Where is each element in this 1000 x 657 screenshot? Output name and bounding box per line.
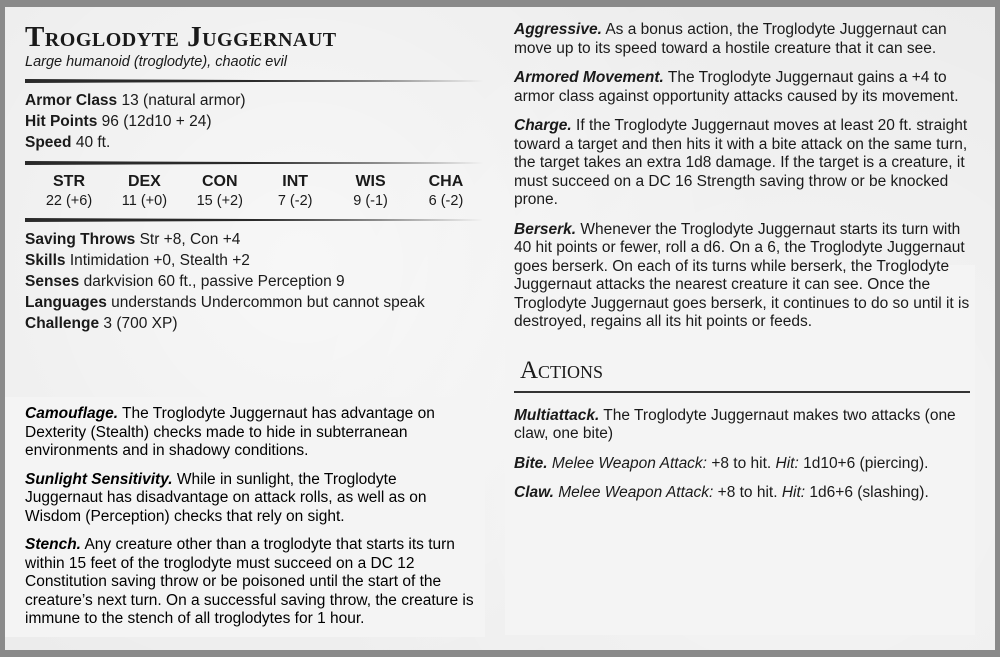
armor-class (25, 90, 490, 111)
detail-label: Skills (25, 252, 66, 269)
detail-label: Languages (25, 294, 107, 311)
divider (25, 79, 483, 83)
divider (25, 161, 483, 165)
action-name: Claw. (514, 484, 554, 501)
action-text: The Troglodyte Juggernaut makes two attacks (one claw, one bite) (514, 406, 956, 442)
monster-name: Troglodyte Juggernaut (25, 21, 337, 53)
trait-text: While in sunlight, the Troglodyte Juggernaut has disadvantage on attack rolls, as well as on Wisdom (Perception) checks that rely on sight. (25, 470, 427, 525)
armor-class-value: 13 (natural armor) (121, 92, 246, 109)
detail-label: Senses (25, 273, 80, 290)
actions-heading: Actions (520, 356, 604, 384)
ability-int (259, 172, 331, 210)
ability-name: DEX (127, 173, 161, 190)
ability-score: 6 (-2) (428, 193, 464, 209)
trait-name: Armored Movement. (514, 69, 664, 86)
ability-scores (25, 172, 490, 210)
trait-sunlight-sensitivity (25, 471, 475, 527)
action-multiattack (514, 407, 970, 444)
trait-text: Any creature other than a troglodyte that starts its turn within 15 feet of the troglodyte must succeed on a DC 12 Constitution saving throw or be poisoned until the start of the creature’s next turn. On a successful saving throw, the creature is immune to the stench of all troglodytes for 1 hour. (25, 536, 474, 627)
trait-camouflage (25, 405, 475, 461)
trait-text: Whenever the Troglodyte Juggernaut starts its turn with 40 hit points or fewer, roll a d6. On a 6, the Troglodyte Juggernaut goes berserk. On each of its turns while berserk, the Troglodyte Juggernaut attacks the nearest creature it can see. Once the Troglodyte Juggernaut goes berserk, it continues to do so until it is destroyed, regains all its hit points or feeds. (514, 220, 970, 330)
ability-score: 22 (+6) (45, 193, 93, 209)
languages (25, 292, 490, 313)
detail-label: Challenge (25, 315, 100, 332)
hit-points-label: Hit Points (25, 113, 98, 130)
trait-text: If the Troglodyte Juggernaut moves at least 20 ft. straight toward a target and then hits it with a bite attack on the same turn, the target takes an extra 1d8 damage. If the target is a creature, it must succeed on a DC 16 Strength saving throw or be knocked prone. (514, 117, 968, 208)
ability-str (33, 172, 105, 210)
trait-armored-movement (514, 69, 970, 106)
attack-damage: 1d6+6 (slashing). (809, 484, 929, 501)
armor-class-label: Armor Class (25, 92, 118, 109)
speed (25, 132, 490, 153)
trait-name: Aggressive. (514, 21, 602, 38)
attack-kind: Melee Weapon Attack: (558, 484, 714, 501)
attack-to-hit: +8 to hit. (717, 484, 778, 501)
trait-berserk (514, 221, 970, 332)
hit-label: Hit: (781, 484, 806, 501)
hit-points (25, 111, 490, 132)
trait-text: As a bonus action, the Troglodyte Juggernaut can move up to its speed toward a hostile creature that it can see. (514, 21, 947, 57)
ability-name: CON (202, 173, 238, 190)
detail-value: understands Undercommon but cannot speak (111, 294, 425, 311)
details (25, 229, 490, 334)
hit-label: Hit: (775, 454, 799, 472)
core-attributes (25, 90, 490, 153)
trait-aggressive (514, 21, 970, 58)
trait-name: Sunlight Sensitivity. (25, 470, 173, 488)
ability-name: CHA (428, 173, 464, 190)
ability-name: INT (282, 173, 309, 190)
saving-throws (25, 229, 490, 250)
detail-label: Saving Throws (25, 231, 136, 248)
skills (25, 250, 490, 271)
left-column (25, 21, 490, 334)
action-claw (514, 484, 970, 503)
ability-score: 9 (-1) (353, 193, 388, 209)
trait-name: Berserk. (514, 220, 577, 238)
divider (25, 218, 483, 222)
ability-score: 7 (-2) (277, 193, 313, 209)
challenge (25, 313, 490, 334)
speed-value: 40 ft. (75, 134, 111, 151)
ability-con (184, 172, 256, 210)
trait-text: The Troglodyte Juggernaut gains a +4 to armor class against opportunity attacks caused by its movement. (514, 69, 959, 105)
detail-value: 3 (700 XP) (103, 315, 178, 332)
hit-points-value: 96 (12d10 + 24) (101, 113, 212, 130)
ability-name: STR (53, 173, 85, 190)
action-name: Bite. (514, 454, 548, 472)
ability-name: WIS (355, 173, 386, 190)
stat-block-page (5, 7, 995, 650)
trait-name: Charge. (514, 117, 572, 134)
attack-kind: Melee Weapon Attack: (551, 454, 707, 472)
action-name: Multiattack. (514, 406, 600, 424)
senses (25, 271, 490, 292)
monster-type: Large humanoid (troglodyte), chaotic evil (25, 54, 287, 70)
action-bite (514, 455, 970, 474)
trait-name: Stench. (25, 536, 81, 553)
actions-divider (514, 391, 970, 393)
detail-value: Str +8, Con +4 (139, 231, 241, 248)
trait-text: The Troglodyte Juggernaut has advantage on Dexterity (Stealth) checks made to hide in subterranean environments and in shadowy conditions. (25, 405, 435, 459)
ability-dex (108, 172, 180, 210)
right-column (514, 21, 970, 514)
traits-panel (5, 397, 485, 637)
ability-cha (410, 172, 482, 210)
speed-label: Speed (25, 134, 72, 151)
attack-to-hit: +8 to hit. (711, 454, 772, 472)
trait-charge (514, 117, 970, 210)
ability-score: 15 (+2) (196, 193, 243, 209)
attack-damage: 1d10+6 (piercing). (803, 454, 929, 472)
trait-name: Camouflage. (25, 405, 119, 422)
trait-stench (25, 536, 475, 629)
ability-wis (335, 172, 407, 210)
detail-value: Intimidation +0, Stealth +2 (69, 252, 250, 269)
detail-value: darkvision 60 ft., passive Perception 9 (83, 273, 345, 290)
ability-score: 11 (+0) (121, 193, 168, 209)
